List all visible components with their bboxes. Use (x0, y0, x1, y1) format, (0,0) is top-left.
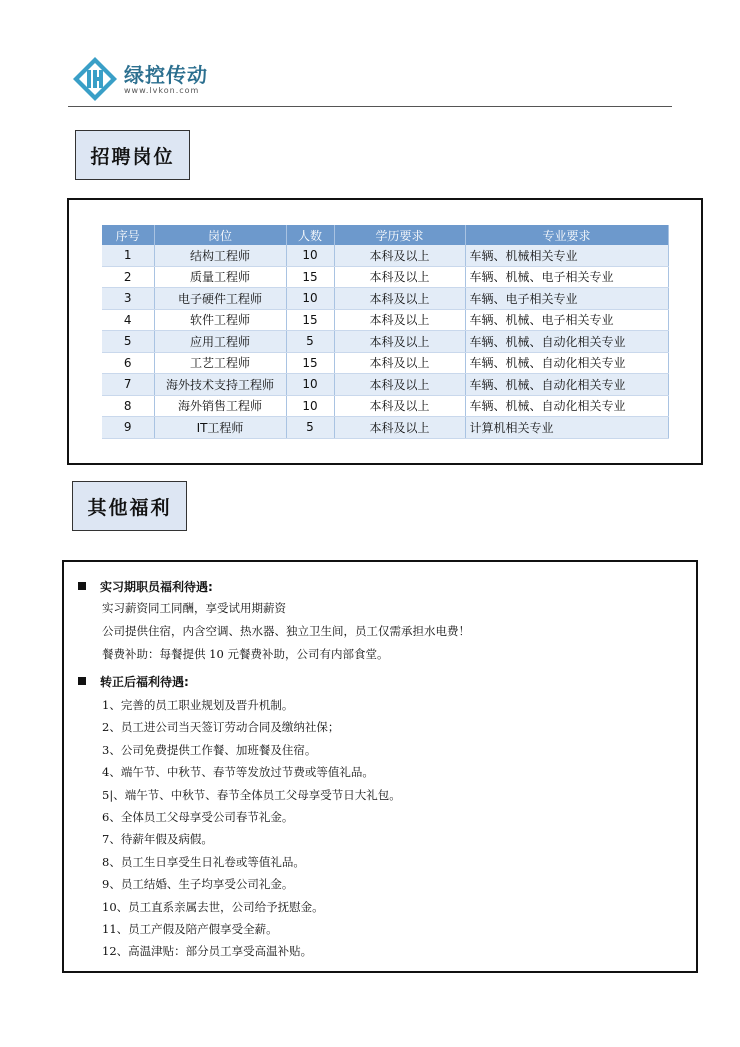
cell-position: 工艺工程师 (154, 352, 286, 374)
cell-major: 计算机相关专业 (465, 417, 668, 439)
square-bullet-icon (78, 677, 86, 685)
list-item: 3、公司免费提供工作餐、加班餐及住宿。 (102, 742, 317, 757)
cell-position: 软件工程师 (154, 309, 286, 331)
header-divider (68, 106, 672, 107)
cell-position: 质量工程师 (154, 266, 286, 288)
regular-benefits-heading (76, 670, 686, 692)
list-item: 4、端午节、中秋节、春节等发放过节费或等值礼品。 (102, 765, 374, 780)
cell-index: 4 (102, 309, 154, 331)
column-header: 人数 (286, 225, 334, 245)
column-header: 序号 (102, 225, 154, 245)
company-logo (72, 56, 208, 102)
table-row (102, 331, 668, 353)
column-header: 专业要求 (465, 225, 668, 245)
column-header: 学历要求 (334, 225, 465, 245)
table-row (102, 417, 668, 439)
list-item: 12、高温津贴：部分员工享受高温补贴。 (102, 944, 313, 959)
cell-index: 9 (102, 417, 154, 439)
intern-benefit-line: 餐费补助：每餐提供 10 元餐费补助，公司有内部食堂。 (102, 647, 389, 661)
cell-headcount: 15 (286, 309, 334, 331)
logo-url: www.lvkon.com (124, 85, 200, 95)
cell-position: IT工程师 (154, 417, 286, 439)
cell-position: 应用工程师 (154, 331, 286, 353)
cell-headcount: 10 (286, 374, 334, 396)
list-item: 11、员工产假及陪产假享受全薪。 (102, 921, 278, 936)
cell-index: 2 (102, 266, 154, 288)
logo-mark-icon (72, 56, 118, 102)
list-item: 2、员工进公司当天签订劳动合同及缴纳社保； (102, 720, 340, 735)
section-title-jobs: 招聘岗位 (75, 130, 190, 180)
cell-position: 电子硬件工程师 (154, 288, 286, 310)
section-title-benefits: 其他福利 (72, 481, 187, 531)
list-item: 7、待薪年假及病假。 (102, 832, 213, 847)
column-header: 岗位 (154, 225, 286, 245)
jobs-table (102, 225, 669, 439)
cell-headcount: 5 (286, 417, 334, 439)
cell-headcount: 5 (286, 331, 334, 353)
list-item: 5|、端午节、中秋节、春节全体员工父母享受节日大礼包。 (102, 787, 401, 802)
benefits-content (76, 575, 686, 963)
table-row (102, 352, 668, 374)
intern-heading-text: 实习期职员福利待遇: (100, 579, 213, 594)
intern-benefits-heading (76, 575, 686, 597)
cell-major: 车辆、机械、电子相关专业 (465, 309, 668, 331)
table-row (102, 288, 668, 310)
list-item: 9、员工结婚、生子均享受公司礼金。 (102, 877, 294, 892)
cell-education: 本科及以上 (334, 331, 465, 353)
cell-index: 6 (102, 352, 154, 374)
cell-major: 车辆、机械、自动化相关专业 (465, 331, 668, 353)
table-row (102, 309, 668, 331)
list-item: 6、全体员工父母享受公司春节礼金。 (102, 809, 294, 824)
cell-headcount: 15 (286, 266, 334, 288)
intern-benefit-line: 公司提供住宿，内含空调、热水器、独立卫生间，员工仅需承担水电费！ (102, 624, 470, 638)
cell-position: 海外技术支持工程师 (154, 374, 286, 396)
list-item: 8、员工生日享受生日礼卷或等值礼品。 (102, 854, 305, 869)
regular-heading-text: 转正后福利待遇: (100, 674, 189, 689)
cell-education: 本科及以上 (334, 288, 465, 310)
cell-major: 车辆、机械、电子相关专业 (465, 266, 668, 288)
cell-education: 本科及以上 (334, 374, 465, 396)
cell-education: 本科及以上 (334, 352, 465, 374)
cell-major: 车辆、电子相关专业 (465, 288, 668, 310)
cell-index: 1 (102, 245, 154, 266)
cell-index: 7 (102, 374, 154, 396)
cell-education: 本科及以上 (334, 309, 465, 331)
cell-position: 海外销售工程师 (154, 395, 286, 417)
cell-education: 本科及以上 (334, 417, 465, 439)
cell-headcount: 10 (286, 288, 334, 310)
cell-index: 8 (102, 395, 154, 417)
intern-benefit-line: 实习薪资同工同酬，享受试用期薪资 (102, 601, 286, 615)
cell-headcount: 10 (286, 245, 334, 266)
cell-major: 车辆、机械、自动化相关专业 (465, 374, 668, 396)
cell-index: 5 (102, 331, 154, 353)
regular-benefits-list (76, 694, 686, 963)
table-header-row (102, 225, 668, 245)
cell-education: 本科及以上 (334, 266, 465, 288)
cell-headcount: 10 (286, 395, 334, 417)
cell-position: 结构工程师 (154, 245, 286, 266)
cell-education: 本科及以上 (334, 395, 465, 417)
cell-index: 3 (102, 288, 154, 310)
cell-major: 车辆、机械、自动化相关专业 (465, 352, 668, 374)
list-item: 10、员工直系亲属去世，公司给予抚慰金。 (102, 899, 324, 914)
logo-name: 绿控传动 (124, 62, 208, 87)
table-row (102, 395, 668, 417)
table-row (102, 374, 668, 396)
list-item: 1、完善的员工职业规划及晋升机制。 (102, 698, 294, 712)
cell-major: 车辆、机械相关专业 (465, 245, 668, 266)
cell-major: 车辆、机械、自动化相关专业 (465, 395, 668, 417)
table-row (102, 245, 668, 266)
table-row (102, 266, 668, 288)
cell-headcount: 15 (286, 352, 334, 374)
cell-education: 本科及以上 (334, 245, 465, 266)
square-bullet-icon (78, 582, 86, 590)
